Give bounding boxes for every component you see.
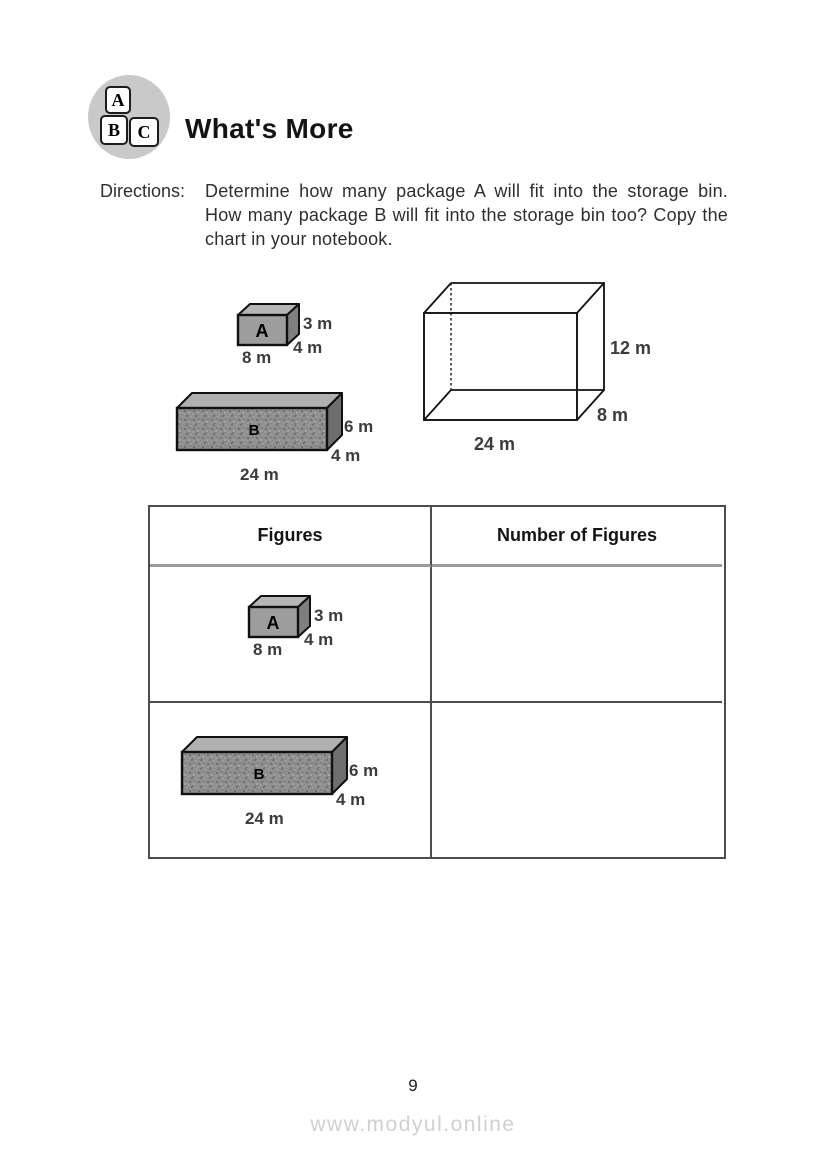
box-a-depth-label: 4 m — [304, 630, 334, 649]
table-header-row — [150, 507, 724, 567]
block-c-letter: C — [137, 121, 151, 142]
directions — [100, 179, 728, 251]
box-a-depth-label: 4 m — [293, 338, 323, 357]
figure-cell-package-a — [150, 567, 432, 703]
block-b-letter: B — [107, 119, 120, 140]
bin-height-label: 12 m — [610, 338, 652, 358]
storage-bin-figure — [419, 281, 665, 457]
bin-width-label: 24 m — [474, 434, 516, 454]
answer-cell-package-b — [432, 703, 722, 857]
figure-cell-package-b — [150, 703, 432, 857]
box-a-width-label: 8 m — [253, 640, 283, 659]
box-b-height-label: 6 m — [344, 417, 374, 436]
abc-blocks-icon — [88, 75, 170, 159]
bin-front-face — [424, 313, 577, 420]
figures-table — [148, 505, 726, 859]
table-header-number-of-figures: Number of Figures — [432, 507, 722, 567]
directions-label: Directions: — [100, 181, 186, 201]
block-c — [129, 117, 159, 147]
package-b-figure — [174, 391, 412, 485]
table-header-figures: Figures — [150, 507, 432, 567]
package-a-figure — [235, 301, 367, 379]
block-a — [105, 86, 131, 114]
bin-back-face — [451, 283, 604, 390]
box-b-width-label: 24 m — [240, 465, 279, 484]
watermark: www.modyul.online — [310, 1113, 516, 1136]
box-b-top-face — [177, 393, 342, 408]
directions-text: Determine how many package A will fit into the storage bin. How many package B will fit into the storage bin too? Copy the chart in your notebook. — [205, 181, 728, 249]
block-a-letter: A — [111, 89, 125, 110]
box-a-height-label: 3 m — [314, 606, 344, 625]
bin-depth-label: 8 m — [597, 405, 629, 425]
block-b — [100, 115, 128, 145]
package-a-figure-table — [246, 593, 378, 671]
table-row-package-b — [150, 703, 724, 857]
package-b-figure-table — [179, 735, 417, 829]
section-title: What's More — [185, 112, 354, 144]
box-a-label: A — [266, 613, 280, 633]
box-a-height-label: 3 m — [303, 314, 333, 333]
box-a-width-label: 8 m — [242, 348, 272, 367]
box-b-label: B — [248, 422, 260, 439]
answer-cell-package-a — [432, 567, 722, 703]
box-a-label: A — [255, 321, 269, 341]
page-number: 9 — [408, 1076, 418, 1095]
box-b-height-label: 6 m — [349, 761, 379, 780]
box-b-label: B — [253, 766, 265, 783]
table-row-package-a — [150, 567, 724, 703]
box-b-width-label: 24 m — [245, 809, 284, 828]
box-b-depth-label: 4 m — [331, 446, 361, 465]
box-b-depth-label: 4 m — [336, 790, 366, 809]
